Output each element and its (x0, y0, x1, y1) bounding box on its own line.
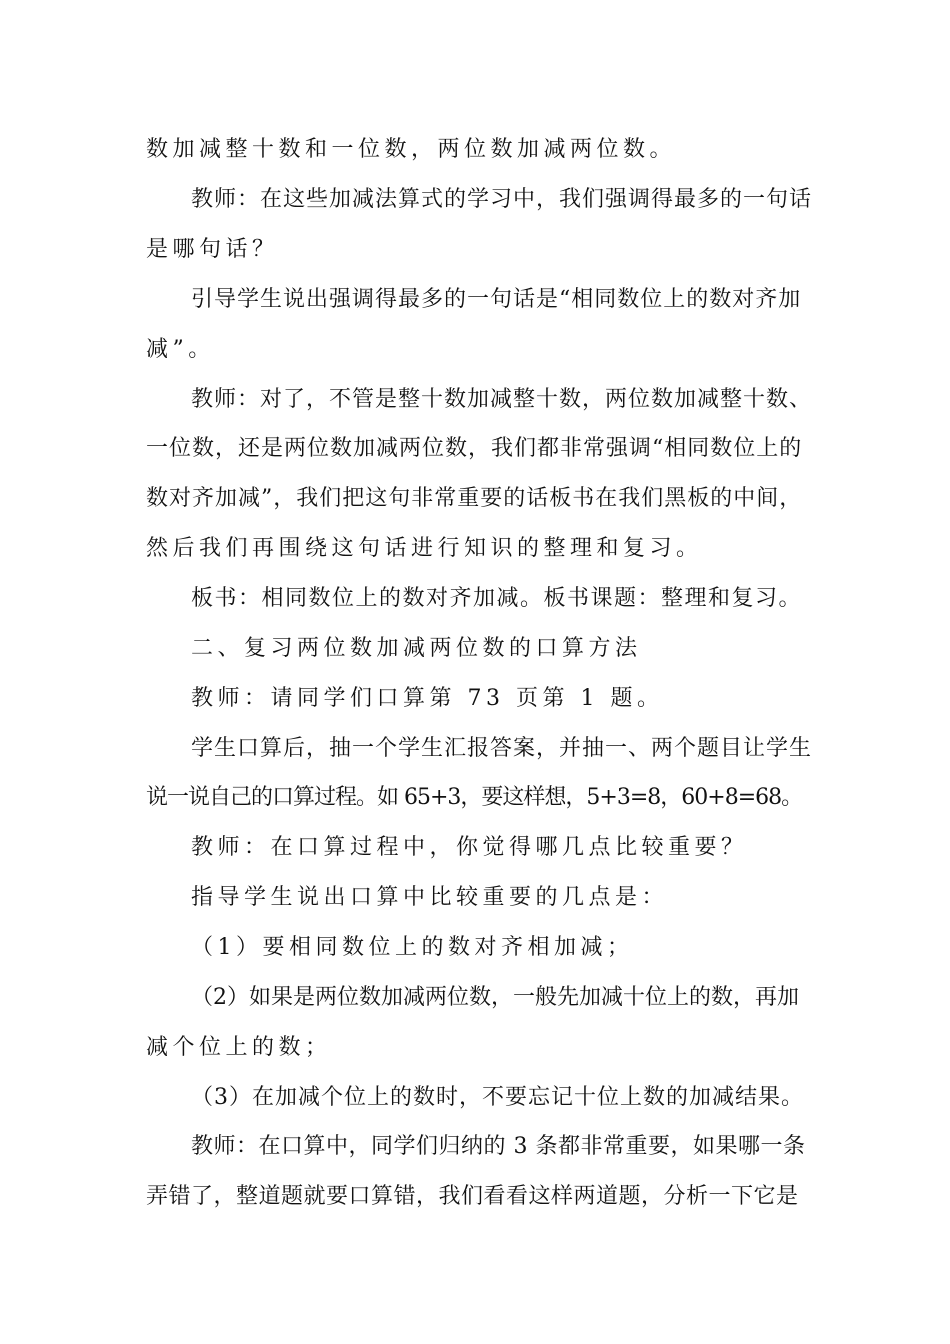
text-line: 弄错了，整道题就要口算错，我们看看这样两道题，分析一下它是 (146, 1184, 799, 1209)
text-line: 数对齐加减”，我们把这句非常重要的话板书在我们黑板的中间， (146, 486, 803, 511)
text-line: 数加减整十数和一位数，两位数加减两位数。 (146, 137, 677, 162)
text-line: 教师：请同学们口算第 73 页第 1 题。 (191, 686, 664, 711)
text-line: 引导学生说出强调得最多的一句话是“相同数位上的数对齐加 (191, 287, 802, 312)
section-heading: 二、复习两位数加减两位数的口算方法 (191, 636, 642, 661)
text-line: 一位数，还是两位数加减两位数，我们都非常强调“相同数位上的 (146, 436, 803, 461)
text-line: 减个位上的数； (146, 1035, 332, 1060)
text-line: 教师：在口算过程中，你觉得哪几点比较重要？ (191, 835, 748, 860)
text-line: 教师：在这些加减法算式的学习中，我们强调得最多的一句话 (191, 187, 813, 212)
text-line: 板书：相同数位上的数对齐加减。板书课题：整理和复习。 (191, 586, 803, 611)
list-item: （1）要相同数位上的数对齐相加减； (191, 935, 634, 960)
text-line: 教师：在口算中，同学们归纳的 3 条都非常重要，如果哪一条 (191, 1134, 806, 1159)
text-line: 减”。 (146, 337, 215, 362)
text-line: 学生口算后，抽一个学生汇报答案，并抽一、两个题目让学生 (191, 736, 813, 761)
text-line: 指导学生说出口算中比较重要的几点是： (191, 885, 669, 910)
text-line: 是哪句话？ (146, 237, 279, 262)
text-line: 说一说自己的口算过程。如 65+3，要这样想，5+3=8，60+8=68。 (146, 785, 803, 810)
list-item: （2）如果是两位数加减两位数，一般先加减十位上的数，再加 (191, 985, 799, 1010)
text-line: 教师：对了，不管是整十数加减整十数，两位数加减整十数、 (191, 387, 813, 412)
list-item: （3）在加减个位上的数时，不要忘记十位上数的加减结果。 (191, 1085, 804, 1110)
text-line: 然后我们再围绕这句话进行知识的整理和复习。 (146, 536, 703, 561)
